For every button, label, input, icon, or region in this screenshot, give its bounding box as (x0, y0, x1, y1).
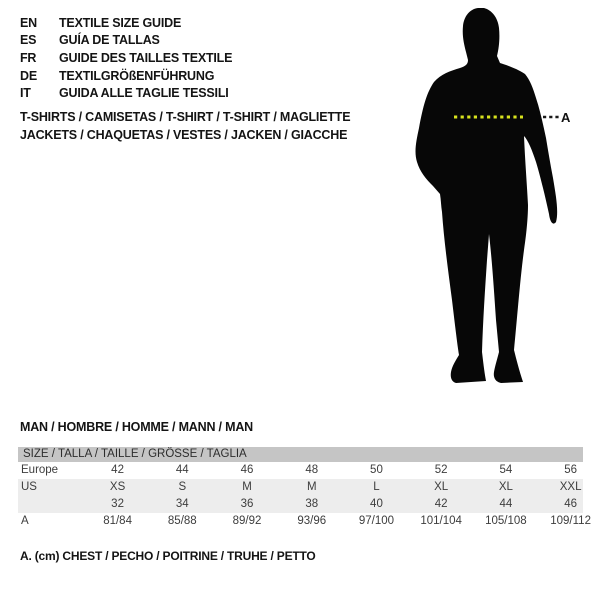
size-cell: 32 (111, 498, 124, 510)
row-label: Europe (21, 464, 59, 476)
size-cell: 34 (175, 498, 189, 510)
size-cell: 38 (305, 498, 319, 510)
man-silhouette (416, 8, 558, 383)
section-title-man: MAN / HOMBRE / HOMME / MANN / MAN (20, 420, 253, 434)
size-cell: 44 (499, 498, 513, 510)
garment-line-jackets: JACKETS / CHAQUETAS / VESTES / JACKEN / GIACCHE (20, 127, 348, 142)
size-cell: 109/112 (550, 515, 591, 527)
size-cell: 101/104 (420, 515, 462, 527)
size-cell: 46 (564, 498, 577, 510)
language-code: IT (20, 86, 31, 101)
table-row-europe (18, 462, 600, 479)
size-cell: L (373, 481, 380, 493)
size-cell: 93/96 (297, 515, 327, 527)
size-cell: 81/84 (103, 515, 132, 527)
row-label (18, 496, 85, 513)
language-code: FR (20, 50, 37, 65)
language-title: GUÍA DE TALLAS (59, 33, 160, 48)
row-label: US (21, 481, 37, 493)
size-table (18, 447, 591, 530)
size-cell: 46 (240, 464, 254, 476)
measure-label-a: A (561, 110, 571, 125)
size-cell: 52 (434, 464, 448, 476)
size-cell: S (178, 481, 187, 493)
size-cell: 97/100 (358, 515, 395, 527)
language-code: ES (20, 33, 37, 48)
table-row-us-numeric (18, 496, 600, 513)
size-cell: 42 (434, 498, 448, 510)
size-table-header: SIZE / TALLA / TAILLE / GRÖSSE / TAGLIA (18, 447, 583, 462)
size-cell: XXL (559, 481, 582, 493)
size-cell: 48 (305, 464, 319, 476)
size-cell: 44 (175, 464, 189, 476)
size-cell: 40 (370, 498, 383, 510)
size-cell: 36 (240, 498, 254, 510)
measurement-footnote: A. (cm) CHEST / PECHO / POITRINE / TRUHE / PETTO (20, 549, 316, 563)
language-title: GUIDE DES TAILLES TEXTILE (59, 50, 233, 65)
size-cell: XS (109, 481, 126, 493)
size-cell: M (306, 481, 317, 493)
size-cell: 54 (499, 464, 513, 476)
language-title: TEXTILE SIZE GUIDE (59, 15, 182, 30)
size-cell: M (242, 481, 252, 493)
garment-line-tshirts: T-SHIRTS / CAMISETAS / T-SHIRT / T-SHIRT / MAGLIETTE (20, 110, 351, 124)
language-title: GUIDA ALLE TAGLIE TESSILI (59, 86, 229, 101)
size-cell: 105/108 (485, 515, 527, 527)
table-row-chest-measurement (18, 513, 600, 530)
table-row-us (18, 479, 600, 496)
size-cell: 89/92 (232, 515, 262, 527)
size-cell: 85/88 (167, 515, 197, 527)
size-cell: 56 (564, 464, 577, 476)
language-title: TEXTILGRÖßENFÜHRUNG (59, 68, 215, 83)
size-cell: 50 (370, 464, 383, 476)
language-code: EN (20, 15, 37, 30)
language-code: DE (20, 68, 37, 83)
row-label: A (21, 515, 29, 527)
size-cell: 42 (111, 464, 124, 476)
size-cell: XL (498, 481, 513, 493)
size-cell: XL (434, 481, 449, 493)
